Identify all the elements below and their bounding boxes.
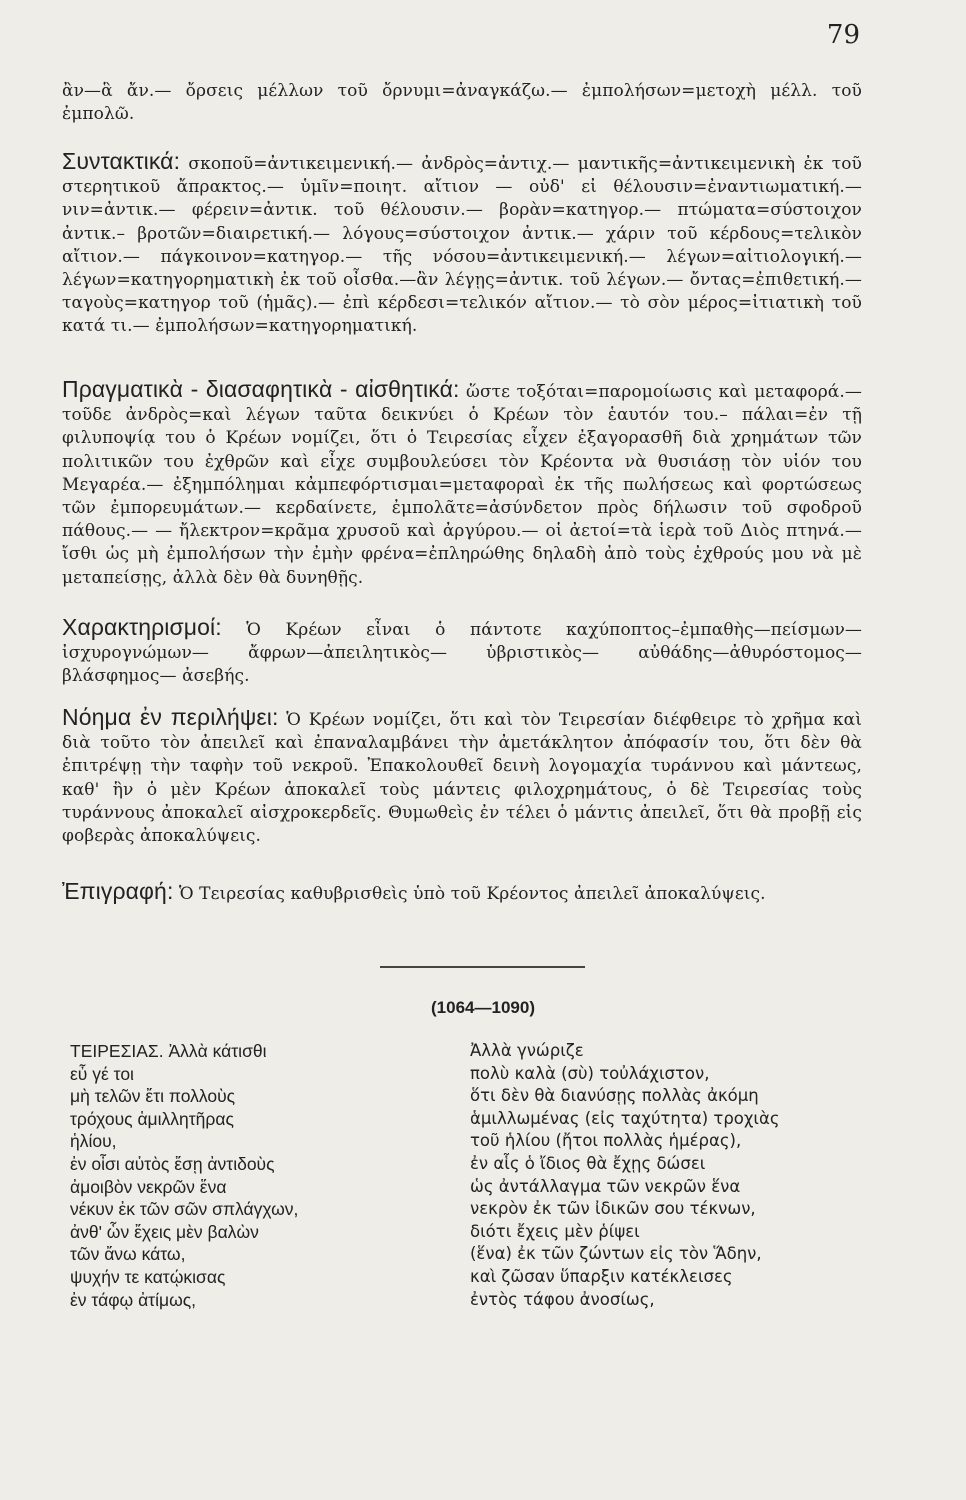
translation-line: πολὺ καλὰ (σὺ) τοὐλάχιστον, — [470, 1063, 710, 1083]
characterizations — [62, 616, 862, 689]
summary-text: Ὁ Κρέων νομίζει, ὅτι καὶ τὸν Τειρεσίαν διέφθειρε τὸ χρῆμα καὶ διὰ τοῦτο τὸν ἀπειλεῖ καὶ ἐπαναλαμβάνει τὴν ἀμετάκλητον ἀπόφασίν του, ὅτι δὲν θὰ ἐπιτρέψῃ τὴν ταφὴν τοῦ νεκροῦ. Ἐπακολουθεῖ δεινὴ λογομαχία τυράννου καὶ μάντεως, καθ' ἣν ὁ μὲν Κρέων ἀποκαλεῖ τοὺς μάντεις φιλοχρημάτους, ὁ δὲ Τειρεσίας τοὺς τυράννους ἀποκαλεῖ αἰσχροκερδεῖς. Θυμωθεὶς ἐν τέλει ὁ μάντις ἀπειλεῖ, ὅτι θὰ προβῇ εἰς φοβερὰς ἀποκαλύψεις. — [62, 710, 862, 847]
syntax-text: σκοποῦ=ἀντικειμενική.— ἀνδρὸς=ἀντιχ.— μαντικῆς=ἀντικειμενικὴ ἐκ τοῦ στερητικοῦ ἄπρακτος.— ὑμῖν=ποιητ. αἴτιον — οὐδ' εἰ θέλουσιν=ἐναντιωματική.— νιν=ἀντικ.— φέρειν=ἀντικ. τοῦ θέλουσιν.— βορὰν=κατηγορ.— πτώματα=σύστοιχον ἀντικ.– βροτῶν=διαιρετική.— λόγους=σύστοιχον ἀντικ.— χάριν τοῦ κέρδους=τελικὸν αἴτιον.— πάγκοινον=κατηγορ.— τῆς νόσου=ἀντικειμενική.— λέγων=αἰτιολογική.— λέγων=κατηγορηματικὴ ἐκ τοῦ οἶσθα.—ἂν λέγῃς=ἀντικ. τοῦ λέγων.— ὄντας=ἐπιθετική.— ταγοὺς=κατηγορ τοῦ (ἡμᾶς).— ἐπὶ κέρδεσι=τελικόν αἴτιον.— τὸ σὸν μέρος=ἰτιατικὴ τοῦ κατά τι.— ἐμπολήσων=κατηγορηματική. — [62, 154, 862, 337]
greek-line: ἀνθ' ὧν ἔχεις μὲν βαλὼν — [70, 1221, 259, 1242]
page-number: 79 — [826, 20, 860, 50]
translation-line: διότι ἔχεις μὲν ῥίψει — [470, 1221, 640, 1241]
characterizations-text: Ὁ Κρέων εἶναι ὁ πάντοτε καχύποπτος–ἐμπαθὴς—πείσμων— ἰσχυρογνώμων— ἄφρων—ἀπειλητικὸς— ὑβριστικὸς— αὐθάδης—ἀθυρόστομος— βλάσφημος— ἀσεβής. — [62, 620, 862, 687]
translation-line: ὡς ἀντάλλαγμα τῶν νεκρῶν ἕνα — [470, 1176, 741, 1196]
translation-line: ἐντὸς τάφου ἀνοσίως, — [470, 1289, 655, 1309]
summary-label: Νόημα ἐν περιλήψει: — [62, 704, 279, 730]
title-note — [62, 880, 862, 906]
characterizations-label: Χαρακτηρισμοί: — [62, 614, 222, 640]
translation-line: τοῦ ἡλίου (ἤτοι πολλὰς ἡμέρας), — [470, 1131, 742, 1151]
verse-range: (1064—1090) — [431, 998, 535, 1017]
translation-column — [470, 1040, 910, 1311]
translation-line: καὶ ζῶσαν ὕπαρξιν κατέκλεισες — [470, 1266, 733, 1286]
translation-line: νεκρὸν ἐκ τῶν ἰδικῶν σου τέκνων, — [470, 1199, 756, 1219]
greek-line: νέκυν ἐκ τῶν σῶν σπλάγχων, — [70, 1199, 299, 1220]
greek-line: ἐν οἷσι αὐτὸς ἔσῃ ἀντιδοὺς — [70, 1153, 275, 1174]
translation-line: ἐν αἷς ὁ ἴδιος θὰ ἔχῃς δώσει — [470, 1153, 706, 1173]
greek-line: ψυχήν τε κατῴκισας — [70, 1266, 226, 1287]
summary — [62, 706, 862, 848]
greek-text-column — [70, 1040, 450, 1311]
greek-line: ΤΕΙΡΕΣΙΑΣ. Ἀλλὰ κάτισθι — [70, 1041, 267, 1061]
greek-line: ἀμοιβὸν νεκρῶν ἕνα — [70, 1176, 227, 1197]
greek-line: ἡλίου, — [70, 1131, 117, 1152]
translation-line: ἁμιλλωμένας (εἰς ταχύτητα) τροχιὰς — [470, 1108, 780, 1128]
greek-line: εὖ γέ τοι — [70, 1063, 134, 1084]
title-note-text: Ὁ Τειρεσίας καθυβρισθεὶς ὑπὸ τοῦ Κρέοντος ἀπειλεῖ ἀποκαλύψεις. — [178, 884, 766, 904]
title-note-label: Ἐπιγραφή: — [62, 878, 174, 904]
greek-line: τῶν ἄνω κάτω, — [70, 1244, 186, 1265]
translation-line: ὅτι δὲν θὰ διανύσῃς πολλὰς ἀκόμη — [470, 1086, 759, 1106]
syntax-label: Συντακτικά: — [62, 148, 181, 174]
syntax-notes — [62, 150, 862, 339]
greek-line: μὴ τελῶν ἔτι πολλοὺς — [70, 1086, 236, 1107]
translation-line: (ἕνα) ἐκ τῶν ζώντων εἰς τὸν Ἅδην, — [470, 1244, 762, 1264]
factual-text: ὥστε τοξόται=παρομοίωσις καὶ μεταφορά.— τοῦδε ἀνδρὸς=καὶ λέγων ταῦτα δεικνύει ὁ Κρέων τὸν ἑαυτόν του.– πάλαι=ἐν τῇ φιλυποψίᾳ του ὁ Κρέων νομίζει, ὅτι ὁ Τειρεσίας εἶχεν ἐξαγορασθῆ διὰ χρημάτων τῶν πολιτικῶν του ἐχθρῶν καὶ εἶχε συμβουλεύσει τὸν Κρέοντα νὰ θυσιάσῃ τὸν υἱόν του Μεγαρέα.— ἐξημπόλημαι κἀμπεφόρτισμαι=μεταφοραὶ ἐκ τῆς πωλήσεως καὶ φορτώσεως τῶν ἐμπορευμάτων.— κερδαίνετε, ἐμπολᾶτε=ἀσύνδετον πρὸς δήλωσιν τοῦ σφοδροῦ πάθους.— — ἤλεκτρον=κρᾶμα χρυσοῦ καὶ ἀργύρου.— οἱ ἀετοί=τὰ ἱερὰ τοῦ Διὸς πτηνά.— ἴσθι ὡς μὴ ἐμπολήσων τὴν ἐμὴν φρένα=ἐπληρώθης δηλαδὴ ἀπὸ τοὺς ἐχθρούς μου νὰ μὲ μεταπείσῃς, ἀλλὰ δὲν θὰ δυνηθῇς. — [62, 382, 862, 588]
greek-line: ἐν τάφῳ ἀτίμως, — [70, 1289, 197, 1310]
factual-notes — [62, 378, 862, 590]
greek-line: τρόχους ἁμιλλητῆρας — [70, 1108, 234, 1129]
factual-label: Πραγματικὰ - διασαφητικὰ - αἰσθητικά: — [62, 376, 460, 402]
translation-line: Ἀλλὰ γνώριζε — [470, 1041, 584, 1060]
section-divider — [380, 966, 585, 968]
glossary-notes: ἂν—ἃ ἄν.— ὄρσεις μέλλων τοῦ ὄρνυμι=ἀναγκάζω.— ἐμπολήσων=μετοχὴ μέλλ. τοῦ ἐμπολῶ. — [62, 81, 862, 125]
